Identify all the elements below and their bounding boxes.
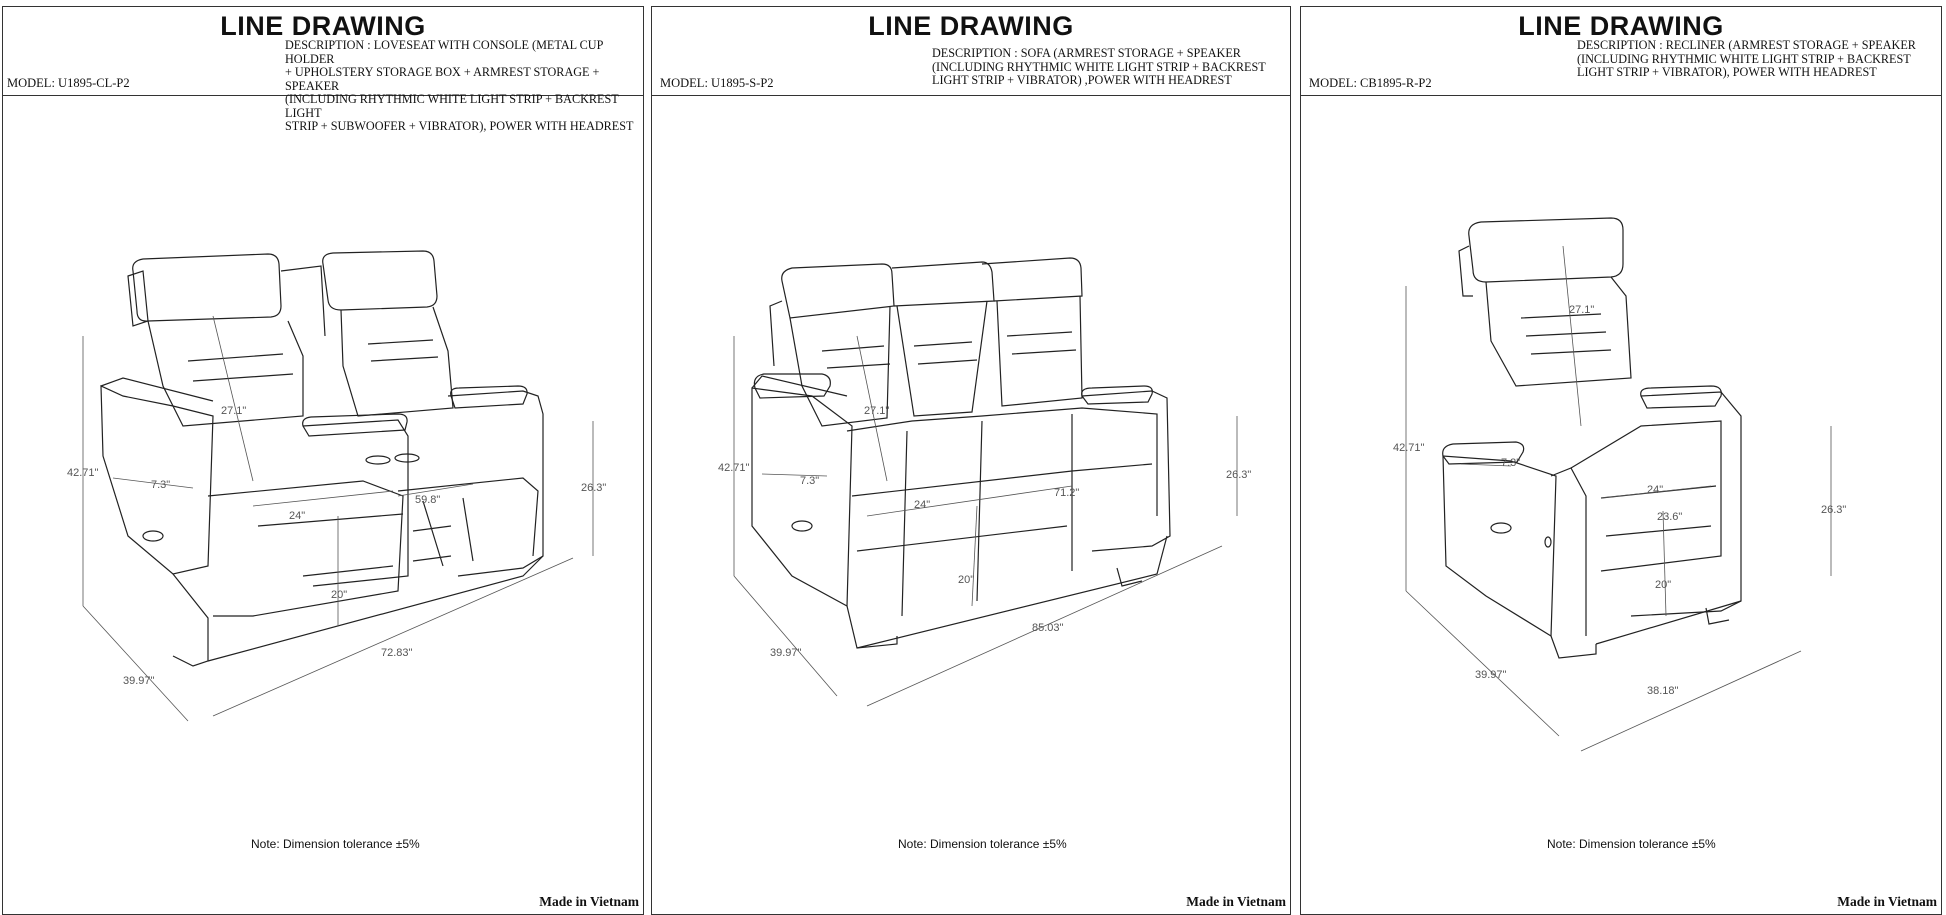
dim-inner-width: 59.8"	[415, 494, 441, 506]
sheet-header	[1301, 7, 1941, 96]
dim-inner-width: 71.2"	[1054, 487, 1080, 499]
dim-seat-depth: 24"	[914, 499, 931, 511]
dim-seat-height: 20"	[958, 574, 975, 586]
made-in-label: Made in Vietnam	[1186, 894, 1286, 909]
dim-overall-depth: 39.97"	[1475, 669, 1507, 681]
dim-seat-depth: 24"	[1647, 484, 1664, 496]
made-in-label: Made in Vietnam	[539, 894, 639, 909]
product-description: DESCRIPTION : SOFA (ARMREST STORAGE + SPEAKER (INCLUDING RHYTHMIC WHITE LIGHT STRIP + BACKREST LIGHT STRIP + VIBRATOR) ,POWER WITH HEADREST	[932, 46, 1266, 87]
model-number: MODEL: U1895-CL-P2	[7, 76, 130, 90]
drawing-sheet-loveseat	[2, 6, 644, 915]
made-in-label: Made in Vietnam	[1837, 894, 1937, 909]
tolerance-note: Note: Dimension tolerance ±5%	[251, 837, 420, 851]
loveseat-line-drawing	[3, 96, 643, 816]
dim-inner-width: 23.6"	[1657, 511, 1683, 523]
product-description: DESCRIPTION : RECLINER (ARMREST STORAGE + SPEAKER (INCLUDING RHYTHMIC WHITE LIGHT STRIP + BACKREST LIGHT STRIP + VIBRATOR), POWER WITH HEADREST	[1577, 38, 1916, 79]
sofa-line-drawing	[652, 96, 1290, 816]
sheet-title: LINE DRAWING	[220, 11, 426, 41]
dim-seat-height: 20"	[331, 589, 348, 601]
sheet-title: LINE DRAWING	[868, 11, 1074, 41]
dim-arm-width: 7.3"	[1501, 457, 1521, 469]
model-number: MODEL: U1895-S-P2	[660, 76, 774, 90]
drawing-sheet-recliner	[1300, 6, 1942, 915]
tolerance-note: Note: Dimension tolerance ±5%	[898, 837, 1067, 851]
dim-back-height: 27.1"	[1569, 304, 1595, 316]
dim-back-height: 27.1"	[864, 405, 890, 417]
dim-overall-height: 42.71"	[67, 467, 99, 479]
dim-overall-depth: 39.97"	[123, 675, 155, 687]
dim-arm-width: 7.3"	[800, 475, 820, 487]
model-number: MODEL: CB1895-R-P2	[1309, 76, 1432, 90]
sheet-title: LINE DRAWING	[1518, 11, 1724, 41]
dim-overall-width: 38.18"	[1647, 685, 1679, 697]
dim-overall-height: 42.71"	[1393, 442, 1425, 454]
product-description: DESCRIPTION : LOVESEAT WITH CONSOLE (METAL CUP HOLDER + UPHOLSTERY STORAGE BOX + ARMREST STORAGE + SPEAKER (INCLUDING RHYTHMIC WHITE LIGHT STRIP + BACKREST LIGHT STRIP + SUBWOOFER + VIBRATOR), POWER WITH HEADREST	[285, 38, 634, 133]
dim-overall-width: 72.83"	[381, 647, 413, 659]
dim-seat-height: 20"	[1655, 579, 1672, 591]
sheet-header	[652, 7, 1290, 96]
dim-overall-width: 85.03"	[1032, 622, 1064, 634]
recliner-line-drawing	[1301, 96, 1941, 816]
dim-arm-height: 26.3"	[581, 482, 607, 494]
dim-overall-depth: 39.97"	[770, 647, 802, 659]
dim-back-height: 27.1"	[221, 405, 247, 417]
drawing-sheet-sofa	[651, 6, 1291, 915]
dim-arm-width: 7.3"	[151, 479, 171, 491]
tolerance-note: Note: Dimension tolerance ±5%	[1547, 837, 1716, 851]
sheet-header	[3, 7, 643, 133]
dim-seat-depth: 24"	[289, 510, 306, 522]
dim-arm-height: 26.3"	[1821, 504, 1847, 516]
dim-overall-height: 42.71"	[718, 462, 750, 474]
dim-arm-height: 26.3"	[1226, 469, 1252, 481]
